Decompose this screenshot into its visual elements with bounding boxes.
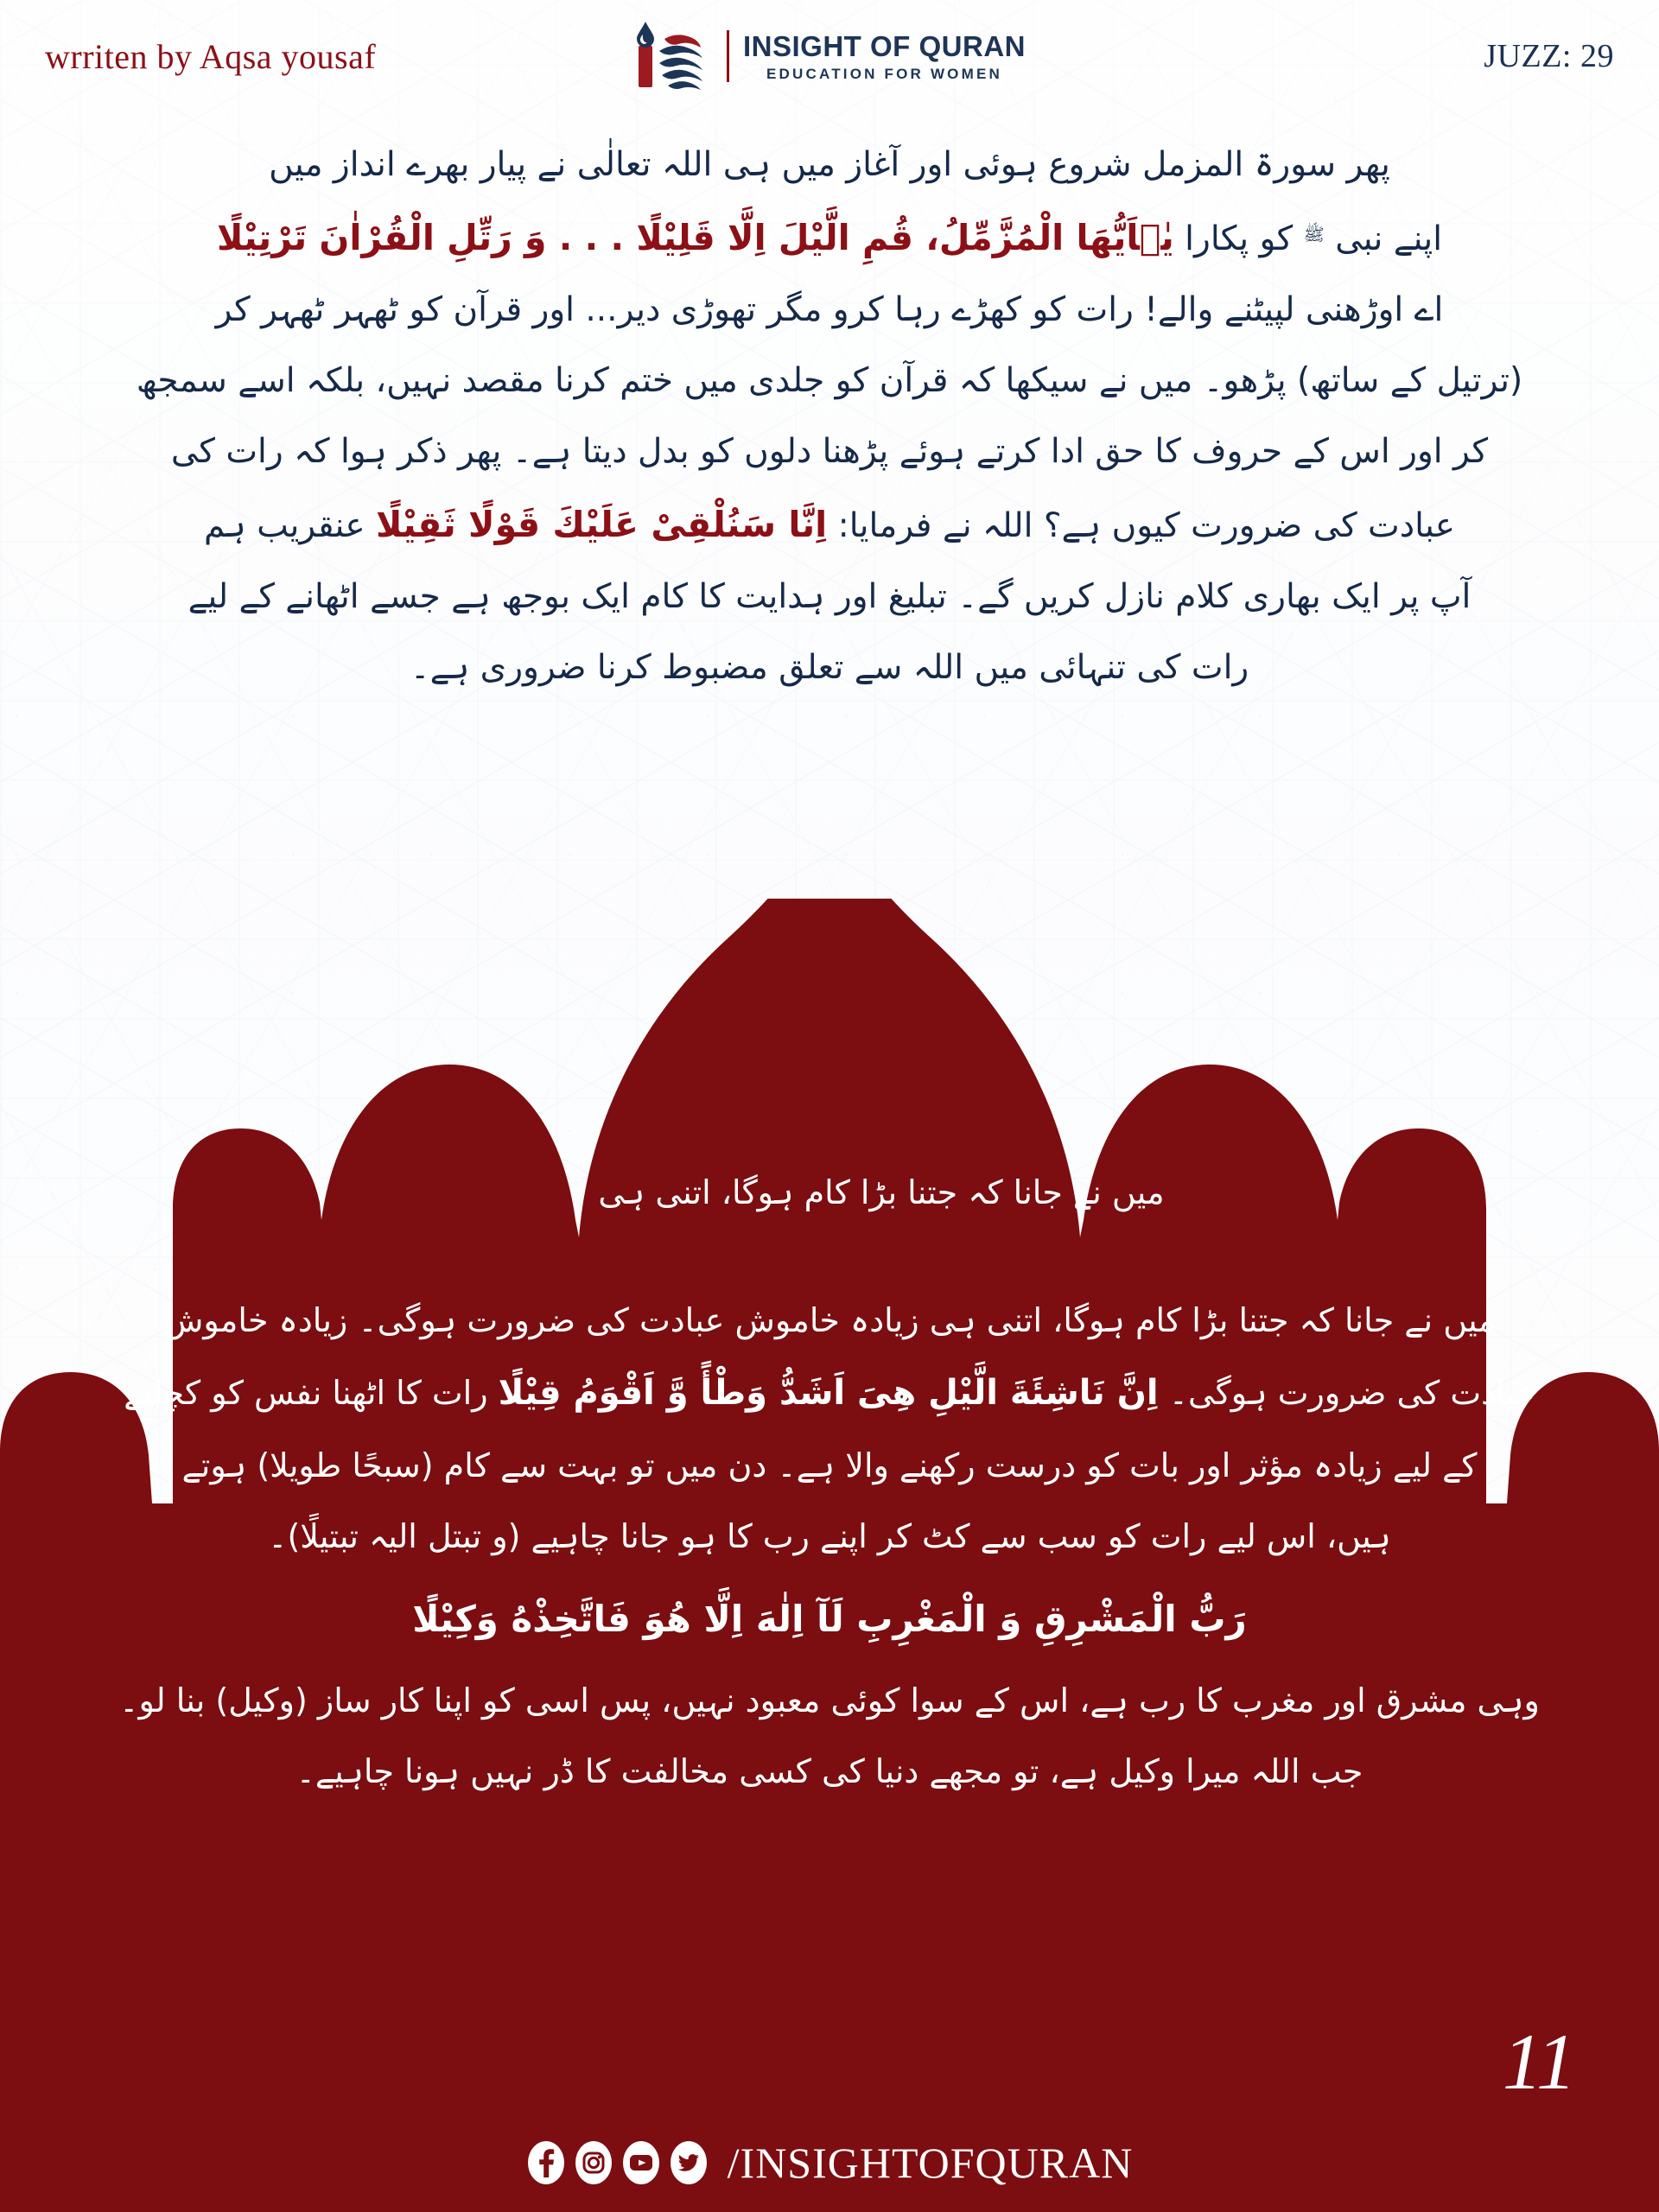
top-line-2-prefix: اپنے نبی	[1335, 219, 1443, 258]
arabic-verse-qawlan-thaqila: اِنَّا سَنُلْقِىْ عَلَيْكَ قَوْلًا ثَقِيْلًا	[376, 504, 828, 545]
top-line-4: (ترتیل کے ساتھ) پڑھو۔ میں نے سیکھا کہ قرآن کو جلدی میں ختم کرنا مقصد نہیں، بلکہ اسے سمجھ	[136, 361, 1523, 400]
page-header	[0, 0, 1659, 112]
top-line-1: پھر سورۃ المزمل شروع ہوئی اور آغاز میں ہی اللہ تعالٰی نے پیار بھرے انداز میں	[269, 145, 1390, 184]
top-line-2-mid: کو پکارا	[1185, 219, 1294, 258]
facebook-icon[interactable]	[526, 2140, 566, 2185]
red-arabic-verse-2-line	[67, 1583, 1592, 1656]
brand-title: INSIGHT OF QURAN	[743, 29, 1026, 62]
top-line-6	[67, 489, 1592, 560]
top-urdu-body	[67, 131, 1592, 705]
top-line-2	[67, 202, 1592, 273]
twitter-icon[interactable]	[669, 2140, 709, 2185]
arabic-verse-muzzammil: يٰۤاَيُّهَا الْمُزَّمِّلُ، قُمِ الَّيْلَ اِلَّا قَلِيْلًا . . . وَ رَتِّلِ الْقُرْاٰنَ تَرْتِيْلًا	[216, 217, 1174, 258]
page-number: 11	[1502, 2018, 1576, 2106]
top-line-5: کر اور اس کے حروف کا حق ادا کرتے ہوئے پڑھنا دلوں کو بدل دیتا ہے۔ پھر ذکر ہوا کہ رات کی	[170, 432, 1489, 471]
red-line-2-prefix: عبادت کی ضرورت ہوگی۔	[1168, 1374, 1535, 1412]
brand-divider	[727, 30, 729, 82]
red-line-1: میں نے جانا کہ جتنا بڑا کام ہوگا، اتنی ہی زیادہ خاموش عبادت کی ضرورت ہوگی۔ زیادہ خاموش	[163, 1301, 1496, 1339]
youtube-icon[interactable]	[621, 2140, 661, 2185]
top-line-6-prefix: عبادت کی ضرورت کیوں ہے؟ اللہ نے فرمایا:	[837, 506, 1456, 545]
instagram-icon[interactable]	[574, 2140, 613, 2185]
red-line-6: جب اللہ میرا وکیل ہے، تو مجھے دنیا کی کسی مخالفت کا ڈر نہیں ہونا چاہیے۔	[296, 1752, 1363, 1790]
top-line-7: آپ پر ایک بھاری کلام نازل کریں گے۔ تبلیغ اور ہدایت کا کام ایک بوجھ ہے جسے اٹھانے کے لیے	[188, 577, 1471, 616]
red-line-4: ہیں، اس لیے رات کو سب سے کٹ کر اپنے رب کا ہو جانا چاہیے (و تبتل الیہ تبتیلًا)۔	[268, 1517, 1391, 1555]
author-byline: wrriten by Aqsa yousaf	[45, 36, 377, 76]
red-line-5: وہی مشرق اور مغرب کا رب ہے، اس کے سوا کوئی معبود نہیں، پس اسی کو اپنا کار ساز (وکیل) بنا لو۔	[119, 1681, 1540, 1719]
top-line-8: رات کی تنہائی میں اللہ سے تعلق مضبوط کرنا ضروری ہے۔	[410, 648, 1249, 687]
red-highlight-quote: میں نے جانا کہ جتنا بڑا کام ہوگا، اتنی ہی	[598, 1173, 1165, 1211]
page-footer	[0, 2138, 1659, 2188]
arabic-verse-nashiat-al-layl: اِنَّ نَاشِئَةَ الَّيْلِ هِىَ اَشَدُّ وَطْأً وَّ اَقْوَمُ قِيْلًا	[498, 1373, 1159, 1413]
red-line-2	[67, 1358, 1592, 1427]
arabic-verse-rabbul-mashriq: رَبُّ الْمَشْرِقِ وَ الْمَغْرِبِ لَآ اِلٰهَ اِلَّا هُوَ فَاتَّخِذْهُ وَكِيْلًا	[412, 1598, 1247, 1640]
red-urdu-body	[67, 1287, 1592, 1809]
social-handle: /INSIGHTOFQURAN	[727, 2139, 1134, 2187]
red-line-3: کے لیے زیادہ مؤثر اور بات کو درست رکھنے والا ہے۔ دن میں تو بہت سے کام (سبحًا طویلا) ہوتے	[181, 1446, 1478, 1484]
brand-lockup	[633, 20, 1026, 92]
red-line-2-suffix: رات کا اٹھنا نفس کو کچلنے	[124, 1374, 488, 1412]
brand-subtitle: EDUCATION FOR WOMEN	[766, 65, 1002, 82]
top-line-6-suffix: عنقریب ہم	[203, 506, 365, 545]
top-line-3: اے اوڑھنی لپیٹنے والے! رات کو کھڑے رہا کرو مگر تھوڑی دیر... اور قرآن کو ٹھہر ٹھہر کر	[215, 290, 1444, 329]
insight-of-quran-logo-icon	[633, 20, 713, 92]
juzz-label: JUZZ: 29	[1484, 38, 1614, 74]
salawat-mark: ﷺ	[1303, 224, 1325, 245]
social-links	[526, 2140, 709, 2185]
brand-text	[743, 29, 1026, 82]
